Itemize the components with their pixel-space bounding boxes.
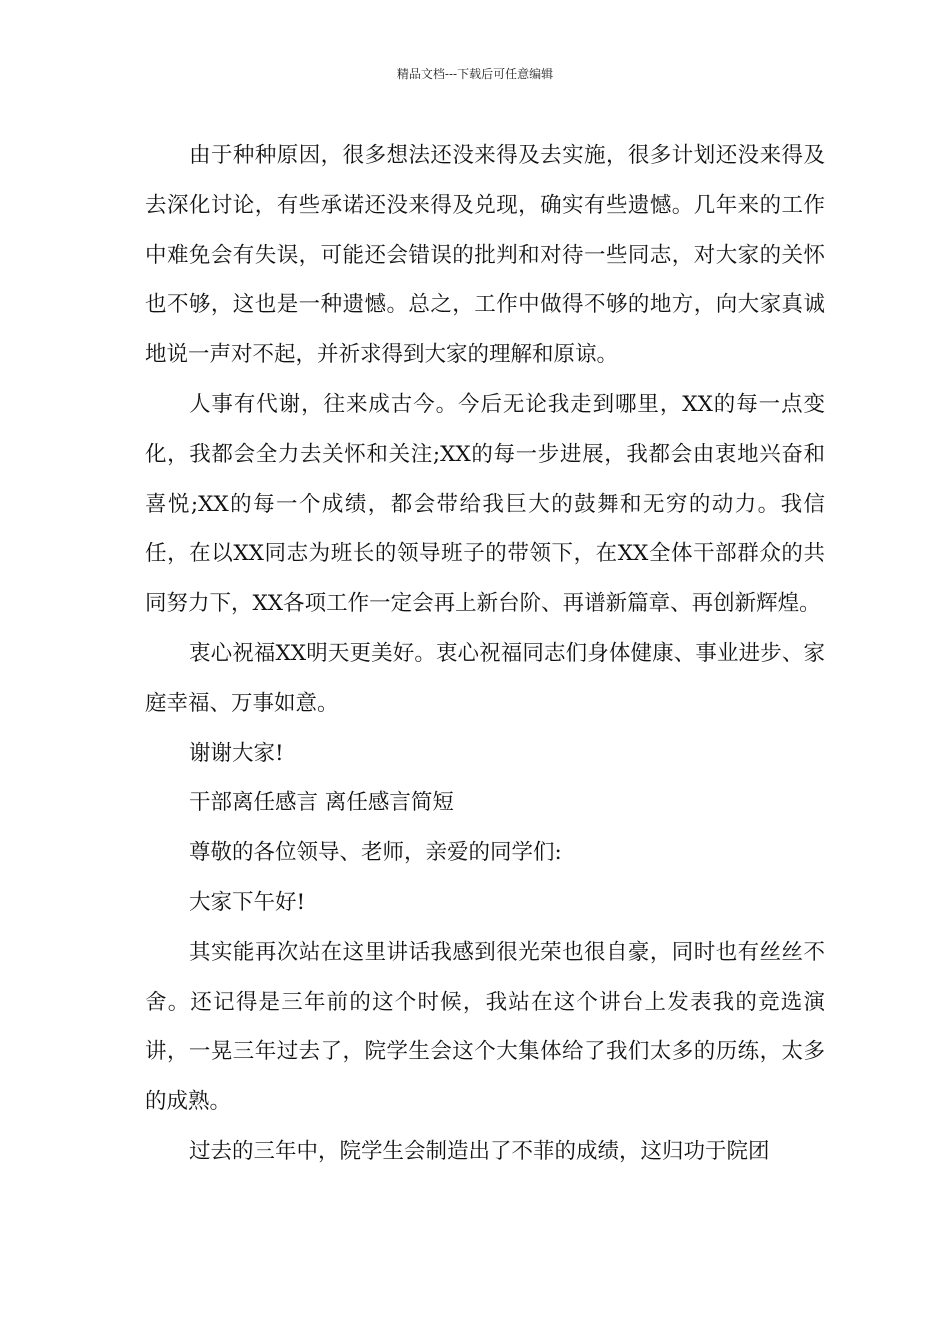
section-title: 干部离任感言 离任感言简短 [189,790,454,816]
paragraph: 人事有代谢，往来成古今。今后无论我走到哪里，XX的每一点变化，我都会全力去关怀和关注;XX的每一步进展，我都会由衷地兴奋和喜悦;XX的每一个成绩，都会带给我巨大的鼓舞和无穷的动力。我信任，在以XX同志为班长的领导班子的带领下，在XX全体干部群众的共同努力下，XX各项工作一定会再上新台阶、再谱新篇章、再创新辉煌。 [145,391,825,617]
paragraph: 衷心祝福XX明天更美好。衷心祝福同志们身体健康、事业进步、家庭幸福、万事如意。 [145,640,825,716]
salutation: 尊敬的各位领导、老师，亲爱的同学们: [189,840,562,866]
page-header: 精品文档---下载后可任意编辑 [396,67,554,81]
paragraph: 谢谢大家! [189,740,284,766]
paragraph: 过去的三年中，院学生会制造出了不菲的成绩，这归功于院团 [189,1138,770,1164]
document-body [145,131,825,1177]
paragraph: 其实能再次站在这里讲话我感到很光荣也很自豪，同时也有丝丝不舍。还记得是三年前的这个时候，我站在这个讲台上发表我的竞选演讲，一晃三年过去了，院学生会这个大集体给了我们太多的历练，太多的成熟。 [145,939,825,1115]
paragraph: 由于种种原因，很多想法还没来得及去实施，很多计划还没来得及去深化讨论，有些承诺还没来得及兑现，确实有些遗憾。几年来的工作中难免会有失误，可能还会错误的批判和对待一些同志，对大家的关怀也不够，这也是一种遗憾。总之，工作中做得不够的地方，向大家真诚地说一声对不起，并祈求得到大家的理解和原谅。 [145,143,825,368]
greeting: 大家下午好! [189,889,306,915]
